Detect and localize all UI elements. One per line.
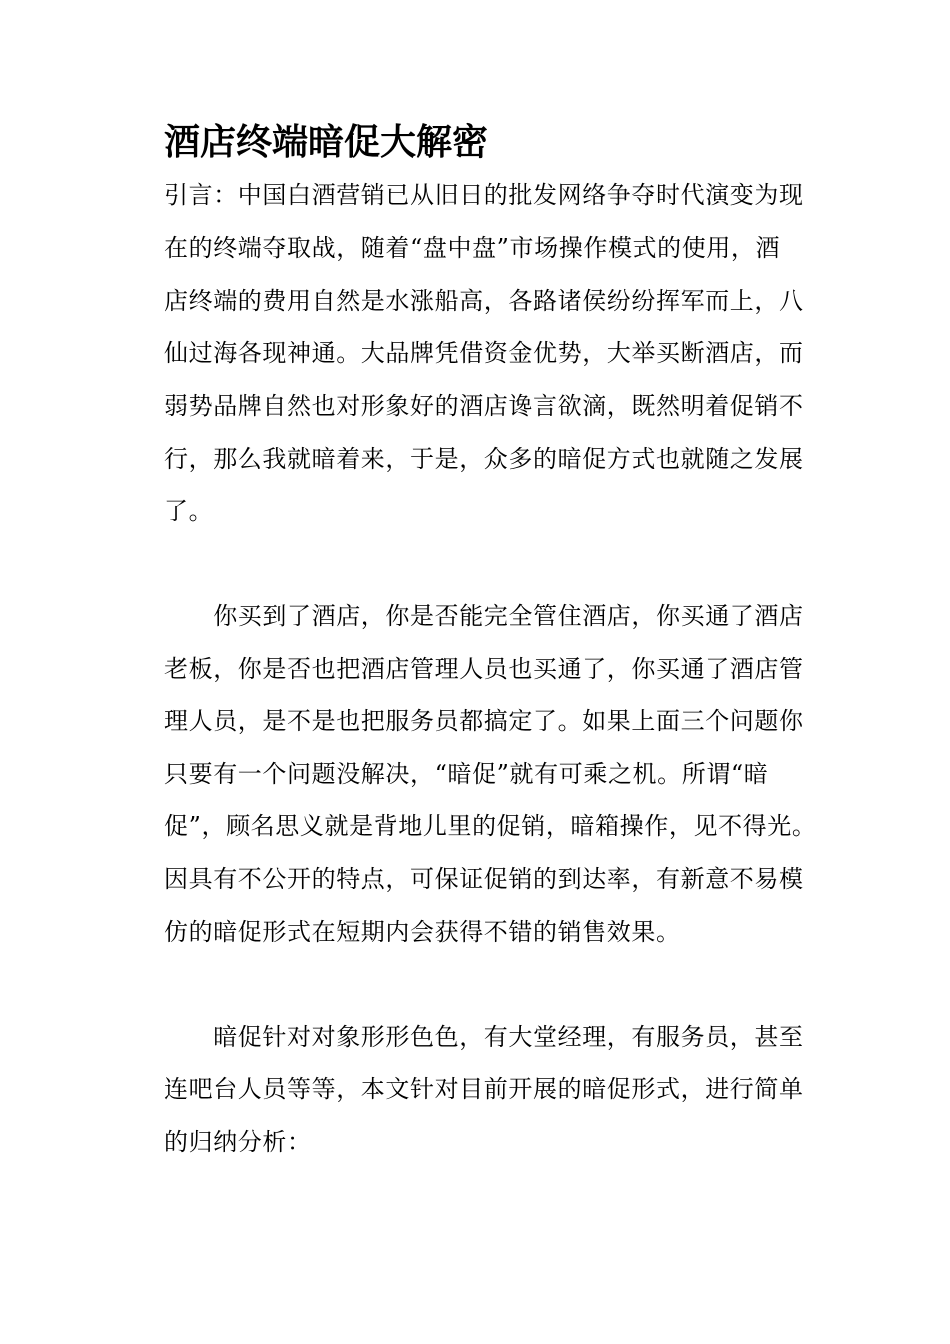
paragraph-2-line-4: 只要有一个问题没解决，“暗促”就有可乘之机。所谓“暗 <box>164 760 769 788</box>
paragraph-2-line-6: 因具有不公开的特点，可保证促销的到达率，有新意不易模 <box>164 865 804 893</box>
paragraph-3-line-3: 的归纳分析： <box>164 1128 312 1156</box>
paragraph-1-line-6: 行，那么我就暗着来，于是，众多的暗促方式也就随之发展 <box>164 445 804 473</box>
paragraph-2-line-1: 你买到了酒店，你是否能完全管住酒店，你买通了酒店 <box>164 602 804 630</box>
paragraph-2-line-7: 仿的暗促形式在短期内会获得不错的销售效果。 <box>164 918 681 946</box>
paragraph-1-line-5: 弱势品牌自然也对形象好的酒店谗言欲滴，既然明着促销不 <box>164 392 804 420</box>
paragraph-1-line-3: 店终端的费用自然是水涨船高，各路诸侯纷纷挥军而上，八 <box>164 287 804 315</box>
paragraph-1-line-7: 了。 <box>164 497 214 525</box>
paragraph-2-line-5: 促”，顾名思义就是背地儿里的促销，暗箱操作，见不得光。 <box>164 812 817 840</box>
paragraph-3-line-1: 暗促针对对象形形色色，有大堂经理，有服务员，甚至 <box>164 1023 804 1051</box>
paragraph-1-line-2: 在的终端夺取战，随着“盘中盘”市场操作模式的使用，酒 <box>164 234 781 262</box>
paragraph-2-line-3: 理人员，是不是也把服务员都搞定了。如果上面三个问题你 <box>164 707 804 735</box>
paragraph-1-line-1: 引言：中国白酒营销已从旧日的批发网络争夺时代演变为现 <box>164 181 804 209</box>
paragraph-1-line-4: 仙过海各现神通。大品牌凭借资金优势，大举买断酒店，而 <box>164 339 804 367</box>
document-title: 酒店终端暗促大解密 <box>164 121 489 163</box>
paragraph-2-line-2: 老板，你是否也把酒店管理人员也买通了，你买通了酒店管 <box>164 655 804 683</box>
paragraph-3-line-2: 连吧台人员等等，本文针对目前开展的暗促形式，进行简单 <box>164 1075 804 1103</box>
